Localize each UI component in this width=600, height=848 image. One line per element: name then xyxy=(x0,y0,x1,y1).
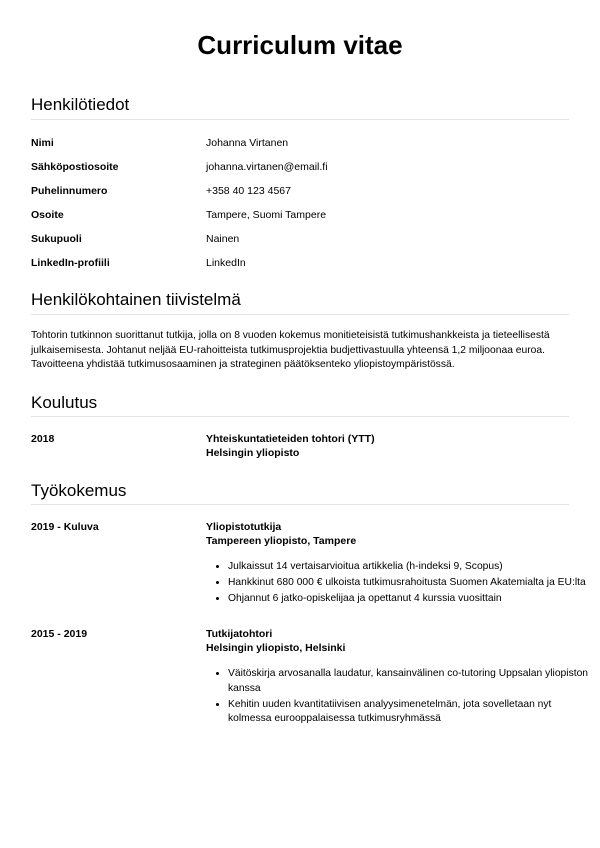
job-role: Yliopistotutkija xyxy=(206,521,282,533)
personal-value-name: Johanna Virtanen xyxy=(206,137,289,149)
job-achievements-list xyxy=(206,667,593,728)
summary-text xyxy=(31,329,561,373)
section-divider xyxy=(31,504,569,505)
job-achievements-list xyxy=(206,560,593,608)
personal-value-gender: Nainen xyxy=(206,233,240,245)
education-date: 2018 xyxy=(31,433,55,445)
job-date: 2019 - Kuluva xyxy=(31,521,99,533)
list-item: • Väitöskirja arvosanalla laudatur, kansainvälinen co-tutoring Uppsalan yliopiston kanssa xyxy=(228,667,593,696)
list-item: • Ohjannut 6 jatko-opiskelijaa ja opettanut 4 kurssia vuosittain xyxy=(228,592,593,607)
list-item: • Hankkinut 680 000 € ulkoista tutkimusrahoitusta Suomen Akatemialta ja EU:lta xyxy=(228,576,593,591)
section-heading-experience: Työkokemus xyxy=(31,481,127,500)
section-divider xyxy=(31,314,569,315)
job-org: Tampereen yliopisto, Tampere xyxy=(206,535,357,547)
education-school: Helsingin yliopisto xyxy=(206,447,300,459)
personal-label-linkedin: LinkedIn-profiili xyxy=(31,257,110,269)
section-heading-education: Koulutus xyxy=(31,393,98,412)
personal-value-address: Tampere, Suomi Tampere xyxy=(206,209,327,221)
summary-line: Tavoitteena yhdistää tutkimusosaaminen ja strateginen päätöksenteko yliopistoympäristössä. xyxy=(31,359,455,370)
personal-label-phone: Puhelinnumero xyxy=(31,185,108,197)
job-date: 2015 - 2019 xyxy=(31,628,88,640)
personal-label-gender: Sukupuoli xyxy=(31,233,82,245)
list-item: • Julkaissut 14 vertaisarvioitua artikkelia (h-indeksi 9, Scopus) xyxy=(228,560,593,575)
personal-label-address: Osoite xyxy=(31,209,64,221)
personal-label-email: Sähköpostiosoite xyxy=(31,161,119,173)
personal-value-phone: +358 40 123 4567 xyxy=(206,185,291,197)
summary-line: julkaisemisesta. Johtanut neljää EU-rahoitteista tutkimusprojektia budjettivastuulla yhteensä 1,2 miljoonaa euroa. xyxy=(31,344,545,356)
linkedin-link[interactable]: LinkedIn xyxy=(206,257,246,269)
job-role: Tutkijatohtori xyxy=(206,628,273,640)
section-heading-summary: Henkilökohtainen tiivistelmä xyxy=(31,290,241,309)
personal-value-email: johanna.virtanen@email.fi xyxy=(206,161,328,173)
section-divider xyxy=(31,119,569,120)
education-degree: Yhteiskuntatieteiden tohtori (YTT) xyxy=(206,433,375,445)
page-title: Curriculum vitae xyxy=(197,30,403,60)
job-org: Helsingin yliopisto, Helsinki xyxy=(206,642,346,654)
section-heading-personal: Henkilötiedot xyxy=(31,95,130,114)
list-item: • Kehitin uuden kvantitatiivisen analyysimenetelmän, jota sovelletaan nyt kolmessa eurooppalaisessa tutkimusryhmässä xyxy=(228,698,593,727)
personal-label-name: Nimi xyxy=(31,137,54,149)
section-divider xyxy=(31,416,569,417)
summary-line: Tohtorin tutkinnon suorittanut tutkija, jolla on 8 vuoden kokemus monitieteisistä tutkimushankkeista ja tieteellisestä xyxy=(31,330,550,341)
